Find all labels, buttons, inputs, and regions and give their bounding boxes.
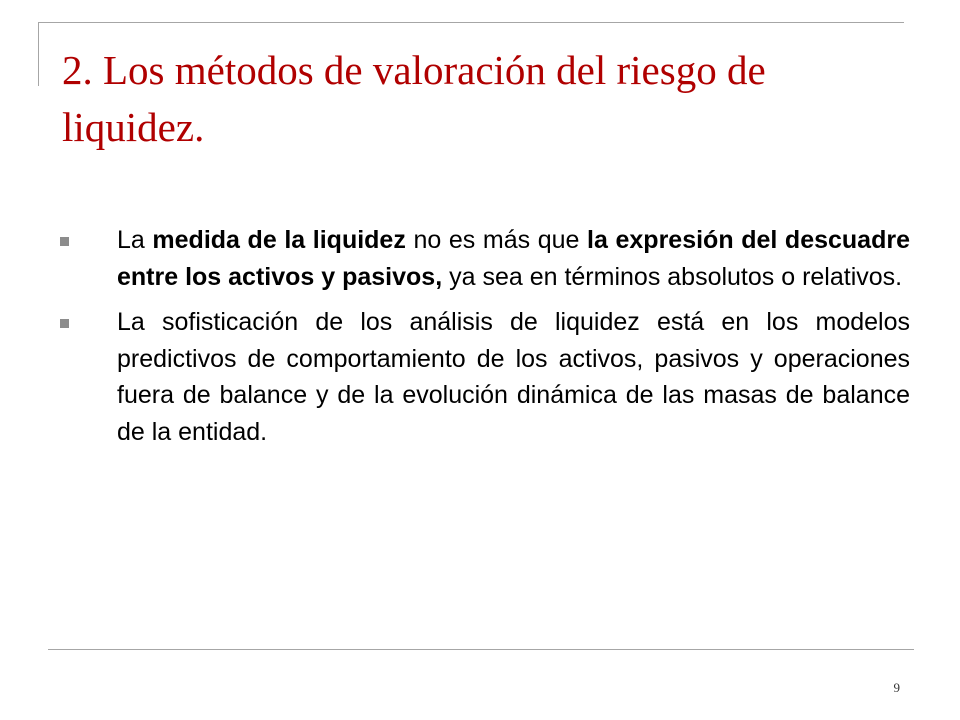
left-divider bbox=[38, 22, 39, 86]
text-segment: La bbox=[117, 226, 153, 254]
bullet-2-text: La sofisticación de los análisis de liquidez está en los modelos predictivos de comportamiento de los activos, pasivos y operaciones fuera de balance y de la evolución dinámica de las masas de balance de la entidad. bbox=[117, 308, 910, 446]
bullet-item-2 bbox=[60, 304, 910, 450]
emphasis-segment: la expresión del descuadre entre los activos y pasivos, bbox=[117, 226, 910, 291]
emphasis-segment: medida de la liquidez bbox=[152, 226, 406, 254]
text-segment: ya sea en términos absolutos o relativos. bbox=[442, 262, 903, 291]
bullet-item-1 bbox=[60, 222, 910, 295]
bullet-1-text bbox=[117, 226, 910, 291]
bottom-divider bbox=[48, 649, 914, 650]
square-bullet-icon bbox=[60, 319, 69, 328]
page-number: 9 bbox=[893, 680, 900, 695]
text-segment: no es más que bbox=[405, 226, 588, 254]
slide-title: 2. Los métodos de valoración del riesgo de liquidez. bbox=[62, 47, 766, 150]
top-divider bbox=[38, 22, 904, 23]
bullet-list bbox=[60, 222, 910, 450]
square-bullet-icon bbox=[60, 237, 69, 246]
